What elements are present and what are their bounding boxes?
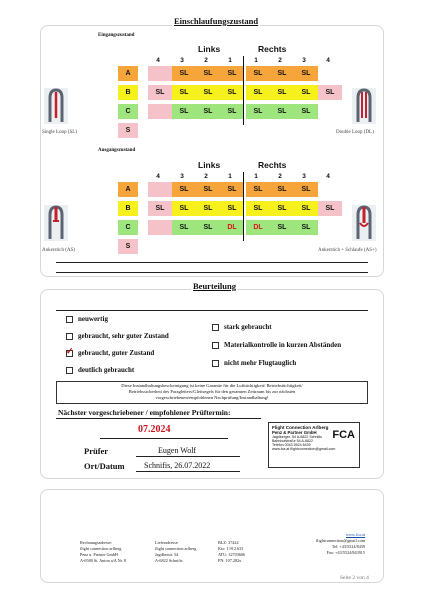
footer-delivery xyxy=(155,540,196,564)
page-number: Seite 2 von 4 xyxy=(340,575,369,581)
place-date: Schnifis, 26.07.2022 xyxy=(144,461,211,470)
stamp-company: Flight Connection Arlberg xyxy=(272,425,329,430)
entry-col-number: 4 xyxy=(156,57,160,64)
footer-line: Jagdberstr. 54 xyxy=(155,551,179,557)
footer-bank xyxy=(218,540,245,564)
disclaimer-line: vorgeschriebenen/empfohlenen Nachprüfung/Instandhaltung! xyxy=(155,395,269,401)
exit-col-number: 2 xyxy=(204,173,208,180)
entry-col-number: 3 xyxy=(302,57,306,64)
disclaimer xyxy=(56,381,368,404)
exit-cell: SL xyxy=(196,220,220,235)
exit-col-number: 2 xyxy=(278,173,282,180)
entry-row-label: C xyxy=(118,104,138,119)
note-line-2 xyxy=(56,272,368,273)
entry-cell: SL xyxy=(196,66,220,81)
exit-cell: SL xyxy=(220,201,244,216)
checkbox-checked[interactable] xyxy=(66,350,73,357)
exit-col-number: 3 xyxy=(302,173,306,180)
entry-row-label: A xyxy=(118,66,138,81)
place-underline xyxy=(136,471,240,472)
rating-option[interactable] xyxy=(212,341,341,349)
exit-cell: DL xyxy=(246,220,270,235)
footer-line: A-6580 St. Anton a/A Nr. 8 xyxy=(80,557,126,563)
checkbox[interactable] xyxy=(212,324,219,331)
entry-rechts-header: Rechts xyxy=(258,44,287,54)
entry-cell: SL xyxy=(220,104,244,119)
entry-cell: SL xyxy=(294,104,318,119)
exit-col-number: 1 xyxy=(254,173,258,180)
entry-col-number: 4 xyxy=(326,57,330,64)
rating-option[interactable] xyxy=(212,323,272,331)
footer-line: Tel: +43/5524/8439 xyxy=(331,543,365,549)
entry-row-label: S xyxy=(118,123,138,138)
entry-title: Eingangszustand xyxy=(98,33,135,38)
rating-option-label: gebraucht, sehr guter Zustand xyxy=(78,332,169,340)
entry-cell: SL xyxy=(270,104,294,119)
exit-cell xyxy=(148,182,172,197)
entry-col-number: 1 xyxy=(228,57,232,64)
entry-cell: SL xyxy=(220,85,244,100)
entry-cell: SL xyxy=(172,66,196,81)
stamp-line: www.fca.at flightconnection@gmail.com xyxy=(272,447,336,451)
exit-cell xyxy=(148,220,172,235)
footer-line: Rechnungsadresse: xyxy=(80,540,113,545)
entry-cell: SL xyxy=(270,66,294,81)
rating-title: Beurteilung xyxy=(193,281,236,291)
entry-links-header: Links xyxy=(198,44,221,54)
footer-contact xyxy=(285,532,365,556)
exit-col-number: 4 xyxy=(326,173,330,180)
rating-option[interactable] xyxy=(66,315,108,323)
inspector-underline xyxy=(136,456,240,457)
exit-cell: SL xyxy=(172,220,196,235)
footer-line: FN: 107.282x xyxy=(218,557,242,563)
entry-cell: SL xyxy=(220,66,244,81)
entry-cell: SL xyxy=(172,104,196,119)
exit-cell: SL xyxy=(270,220,294,235)
footer-line: BLZ: 37424 xyxy=(218,540,239,545)
checkbox[interactable] xyxy=(212,342,219,349)
entry-cell: SL xyxy=(294,85,318,100)
stamp-line: Telefon 0043 5524 8439 xyxy=(272,443,311,447)
footer-line: A-6822 Schnifis xyxy=(155,557,183,563)
rating-option[interactable] xyxy=(212,359,296,367)
rating-option-label: neuwertig xyxy=(78,315,108,323)
footer-line: ATU: 32703606 xyxy=(218,551,246,557)
exit-cell: SL xyxy=(270,201,294,216)
footer-billing xyxy=(80,540,126,564)
double-loop-caption: Double Loop (DL) xyxy=(336,130,374,135)
rating-option[interactable] xyxy=(66,349,154,357)
rating-option-label: Materialkontrolle in kurzen Abständen xyxy=(224,341,342,349)
rating-divider xyxy=(56,310,368,311)
rating-option-label: gebraucht, guter Zustand xyxy=(78,349,155,357)
exit-center-divider xyxy=(243,172,244,241)
exit-row-label: A xyxy=(118,182,138,197)
anchor-hitch-caption: Ankerstich (AS) xyxy=(42,248,75,253)
disclaimer-line: Betriebssicherheit des Paragleiters/Gleitsegels für den gesamten Zeitraum bis zur nächsten xyxy=(128,389,296,395)
entry-cell: SL xyxy=(318,85,342,100)
footer-line: Kto: 1.912.633 xyxy=(218,545,244,551)
next-inspection-date: 07.2024 xyxy=(138,424,171,435)
anchor-hitch-loop-photo xyxy=(352,205,376,241)
footer-line: Lieferadresse: xyxy=(155,540,179,545)
inspector-name: Eugen Wolf xyxy=(158,446,197,455)
entry-cell: SL xyxy=(246,85,270,100)
footer-line: Fax: +43/5524/843915 xyxy=(326,549,365,555)
footer-line: flightconnection@gmail.com xyxy=(315,537,365,543)
place-date-label: Ort/Datum xyxy=(84,461,125,471)
entry-cell: SL xyxy=(246,104,270,119)
next-inspection-divider xyxy=(56,418,261,419)
exit-cell: SL xyxy=(294,182,318,197)
stamp-logo: FCA xyxy=(332,429,355,441)
exit-col-number: 4 xyxy=(156,173,160,180)
exit-title: Ausgangszustand xyxy=(98,148,136,153)
rating-option[interactable] xyxy=(66,332,169,340)
disclaimer-line: Diese Instandhaltungsbescheinigung ist keine Garantie für die Lufttüchtigkeit/ Betriebstüchtigkeit/ xyxy=(121,383,303,388)
next-inspection-label: Nächster vorgeschriebener / empfohlener Prüftermin: xyxy=(58,408,231,417)
stamp-line: Jagdberger. 54 A-6822 Schnifis xyxy=(272,435,322,439)
entry-cell: SL xyxy=(172,85,196,100)
note-line-1 xyxy=(56,262,368,263)
exit-cell: SL xyxy=(172,201,196,216)
rating-option-label: nicht mehr Flugtauglich xyxy=(224,359,297,367)
footer-line: Penz u. Partner GmbH xyxy=(80,551,118,557)
exit-cell: SL xyxy=(220,182,244,197)
exit-cell: SL xyxy=(196,182,220,197)
exit-row-label: C xyxy=(118,220,138,235)
entry-cell: SL xyxy=(294,66,318,81)
single-loop-caption: Single Loop (SL) xyxy=(42,130,77,135)
page-title: Einschlaufungszustand xyxy=(174,16,259,26)
exit-links-header: Links xyxy=(198,160,221,170)
exit-cell: SL xyxy=(148,201,172,216)
rating-option[interactable] xyxy=(66,366,134,374)
rating-option-label: deutlich gebraucht xyxy=(78,366,135,374)
entry-cell: SL xyxy=(148,85,172,100)
exit-cell: SL xyxy=(294,220,318,235)
exit-cell: SL xyxy=(246,182,270,197)
entry-row-label: B xyxy=(118,85,138,100)
rating-option-label: stark gebraucht xyxy=(224,323,272,331)
inspector-label: Prüfer xyxy=(84,446,109,456)
date-underline xyxy=(100,438,228,439)
checkbox[interactable] xyxy=(212,360,219,367)
entry-cell: SL xyxy=(246,66,270,81)
entry-cell: SL xyxy=(196,85,220,100)
stamp-owner: Penz & Partner GmbH xyxy=(272,430,317,435)
exit-col-number: 1 xyxy=(228,173,232,180)
exit-rechts-header: Rechts xyxy=(258,160,287,170)
company-stamp xyxy=(268,422,360,468)
exit-col-number: 3 xyxy=(180,173,184,180)
exit-cell: SL xyxy=(270,182,294,197)
checkbox[interactable] xyxy=(66,367,73,374)
exit-row-label: B xyxy=(118,201,138,216)
footer-website[interactable]: www.fca.at xyxy=(345,532,365,537)
entry-col-number: 2 xyxy=(204,57,208,64)
exit-cell: SL xyxy=(246,201,270,216)
footer-line: flight connection arlberg xyxy=(155,545,197,551)
entry-col-number: 2 xyxy=(278,57,282,64)
exit-cell: SL xyxy=(294,201,318,216)
exit-cell: SL xyxy=(196,201,220,216)
exit-row-label: S xyxy=(118,239,138,254)
entry-col-number: 1 xyxy=(254,57,258,64)
stamp-line: Bahnhofstraße 54 A-6822 xyxy=(272,439,313,443)
checkbox[interactable] xyxy=(66,316,73,323)
entry-cell: SL xyxy=(270,85,294,100)
entry-col-number: 3 xyxy=(180,57,184,64)
checkbox[interactable] xyxy=(66,333,73,340)
exit-cell: SL xyxy=(172,182,196,197)
exit-cell: SL xyxy=(318,201,342,216)
anchor-hitch-loop-caption: Ankerstich + Schlaufe (AS+) xyxy=(318,248,377,253)
anchor-hitch-photo xyxy=(44,205,68,241)
exit-cell: DL xyxy=(220,220,244,235)
footer-line: flight connection arlberg xyxy=(80,545,122,551)
entry-cell: SL xyxy=(196,104,220,119)
